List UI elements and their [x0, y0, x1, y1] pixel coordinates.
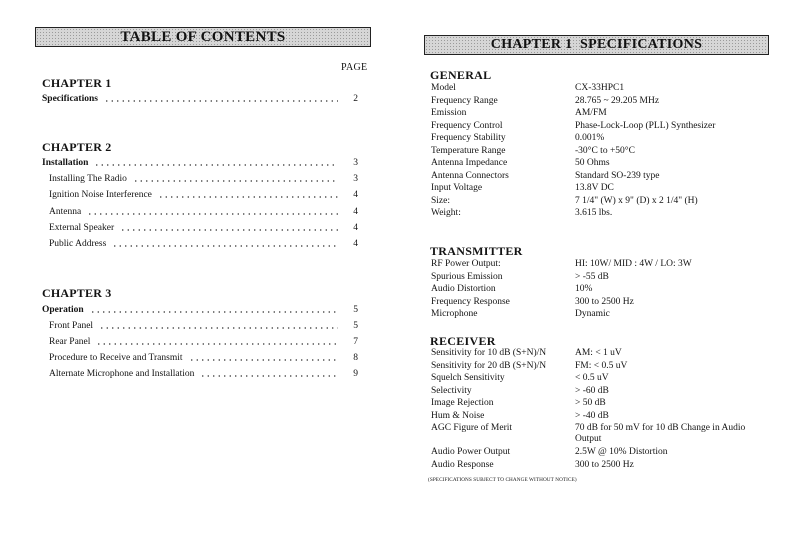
toc-entry-page: 8 [353, 353, 358, 363]
spec-label: RF Power Output: [431, 259, 501, 269]
spec-label: Input Voltage [431, 183, 483, 193]
spec-value: 50 Ohms [575, 158, 610, 168]
receiver-heading: RECEIVER [430, 334, 496, 348]
spec-label: Model [431, 83, 456, 93]
toc-banner [35, 27, 371, 47]
chapter-1-heading: CHAPTER 1 [42, 76, 112, 90]
spec-value: < 0.5 uV [575, 373, 609, 383]
spec-value: 300 to 2500 Hz [575, 296, 634, 307]
spec-value: Standard SO-239 type [575, 170, 660, 181]
spec-label: Temperature Range [431, 145, 506, 156]
spec-label: Frequency Response [431, 296, 510, 307]
toc-entry-label: Antenna [49, 207, 82, 217]
toc-entry-specifications[interactable] [42, 91, 358, 105]
specifications-footnote: (SPECIFICATIONS SUBJECT TO CHANGE WITHOUT NOTICE) [428, 477, 577, 483]
spec-label: Size: [431, 195, 450, 206]
toc-entry-label: Installation [42, 158, 89, 168]
toc-entry-label: Alternate Microphone and Installation [49, 369, 195, 379]
toc-entry-front-panel[interactable] [42, 318, 358, 332]
dot-leader [104, 100, 338, 102]
spec-value: > -55 dB [575, 271, 609, 282]
toc-entry-label: Installing The Radio [49, 174, 127, 184]
specifications-banner [424, 35, 769, 55]
spec-value: > -60 dB [575, 385, 609, 396]
toc-entry-rear-panel[interactable] [42, 334, 358, 348]
spec-value: 0.001% [575, 133, 605, 143]
toc-entry-page: 9 [353, 369, 358, 379]
toc-entry-page: 4 [353, 239, 358, 249]
spec-value: 300 to 2500 Hz [575, 459, 634, 470]
spec-label: Frequency Stability [431, 133, 506, 143]
chapter-2-heading: CHAPTER 2 [42, 140, 112, 154]
spec-label: Emission [431, 108, 467, 118]
toc-entry-label: Procedure to Receive and Transmit [49, 353, 183, 363]
spec-value: 70 dB for 50 mV for 10 dB Change in Audio Output [575, 423, 746, 444]
spec-label: Sensitivity for 20 dB (S+N)/N [431, 360, 547, 371]
spec-value: AM: < 1 uV [575, 348, 622, 358]
general-heading: GENERAL [430, 68, 492, 82]
dot-leader [90, 311, 338, 313]
toc-entry-installation[interactable] [42, 155, 358, 169]
toc-entry-operation[interactable] [42, 302, 358, 316]
spec-value: 28.765 ~ 29.205 MHz [575, 95, 660, 106]
spec-label: Antenna Connectors [431, 170, 509, 181]
spec-label: Image Rejection [431, 398, 494, 408]
spec-value: -30°C to +50°C [575, 145, 635, 156]
dot-leader [112, 245, 338, 247]
spec-label: Spurious Emission [431, 271, 503, 282]
toc-entry-external-speaker[interactable] [42, 220, 358, 234]
spec-value: 13.8V DC [575, 183, 614, 193]
dot-leader [158, 196, 338, 198]
spec-label: Weight: [431, 208, 461, 218]
spec-value: Dynamic [575, 309, 610, 319]
toc-entry-page: 3 [353, 174, 358, 184]
toc-entry-antenna[interactable] [42, 204, 358, 218]
toc-entry-label: Ignition Noise Interference [49, 190, 152, 200]
toc-banner-title: TABLE OF CONTENTS [120, 28, 286, 45]
toc-entry-label: Public Address [49, 239, 107, 249]
spec-label: Squelch Sensitivity [431, 373, 505, 383]
toc-entry-label: Specifications [42, 94, 98, 104]
dot-leader [133, 180, 338, 182]
spec-label: Selectivity [431, 385, 472, 396]
dot-leader [94, 164, 338, 166]
dot-leader [96, 343, 338, 345]
spec-label: AGC Figure of Merit [431, 423, 513, 433]
spec-label: Audio Response [431, 459, 494, 470]
page-column-label: PAGE [341, 62, 368, 73]
toc-entry-page: 3 [353, 158, 358, 168]
toc-entry-page: 4 [353, 223, 358, 233]
toc-entry-label: Rear Panel [49, 337, 91, 347]
toc-entry-page: 2 [353, 94, 358, 104]
spec-label: Frequency Range [431, 95, 498, 106]
transmitter-heading: TRANSMITTER [430, 244, 523, 258]
dot-leader [120, 229, 338, 231]
spec-value: > 50 dB [575, 398, 606, 408]
toc-entry-page: 4 [353, 190, 358, 200]
specifications-banner-title: CHAPTER 1 SPECIFICATIONS [490, 37, 703, 52]
spec-value: 7 1/4" (W) x 9" (D) x 2 1/4" (H) [575, 195, 698, 206]
spec-value: 3.615 lbs. [575, 208, 613, 218]
toc-entry-page: 4 [353, 207, 358, 217]
spec-value: 2.5W @ 10% Distortion [575, 447, 668, 457]
spec-label: Antenna Impedance [431, 158, 508, 168]
spec-value: AM/FM [575, 108, 607, 118]
spec-value: FM: < 0.5 uV [575, 360, 628, 371]
toc-entry-alternate-microphone[interactable] [42, 366, 358, 380]
toc-entry-label: External Speaker [49, 223, 115, 233]
spec-label: Hum & Noise [431, 410, 485, 421]
toc-entry-installing-the-radio[interactable] [42, 171, 358, 185]
spec-label: Sensitivity for 10 dB (S+N)/N [431, 348, 547, 358]
chapter-3-heading: CHAPTER 3 [42, 286, 112, 300]
toc-entry-public-address[interactable] [42, 236, 358, 250]
spec-label: Frequency Control [431, 120, 503, 131]
toc-entry-ignition-noise[interactable] [42, 187, 358, 201]
dot-leader [189, 359, 338, 361]
dot-leader [87, 213, 338, 215]
toc-entry-label: Front Panel [49, 321, 94, 331]
dot-leader [99, 327, 338, 329]
spec-value: Phase-Lock-Loop (PLL) Synthesizer [575, 120, 716, 131]
spec-value: 10% [575, 284, 593, 294]
toc-entry-page: 7 [353, 337, 358, 347]
spec-label: Microphone [431, 309, 478, 319]
toc-entry-receive-transmit[interactable] [42, 350, 358, 364]
spec-value: HI: 10W/ MID : 4W / LO: 3W [575, 259, 692, 269]
spec-value: > -40 dB [575, 410, 609, 421]
dot-leader [200, 375, 338, 377]
toc-entry-page: 5 [353, 305, 358, 315]
toc-entry-page: 5 [353, 321, 358, 331]
spec-label: Audio Power Output [431, 447, 511, 457]
toc-entry-label: Operation [42, 305, 84, 315]
spec-label: Audio Distortion [431, 284, 496, 294]
spec-value: CX-33HPC1 [575, 83, 625, 93]
